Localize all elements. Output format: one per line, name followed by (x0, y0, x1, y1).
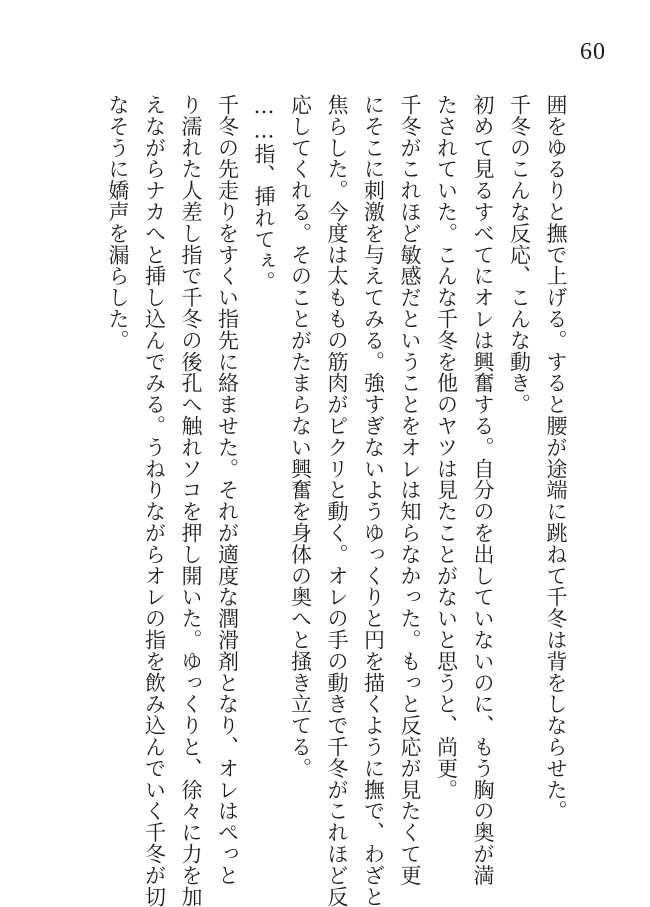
text-line: り濡れた人差し指で千冬の後孔へ触れソコを押し開いた。ゆっくりと、徐々に力を加 (179, 94, 203, 907)
text-line: 焦らした。今度は太ももの筋肉がピクリと動く。オレの手の動きで千冬がこれほど反 (325, 94, 349, 907)
vertical-text-body (100, 94, 575, 907)
text-line: にそこに刺激を与えてみる。強すぎないようゆっくりと円を描くように撫で、わざと (361, 94, 386, 907)
page-number: 60 (580, 39, 606, 65)
text-line: 囲をゆるりと撫で上げる。すると腰が途端に跳ねて千冬は背をしならせた。 (544, 94, 568, 822)
text-line: ……指、挿れてぇ。 (252, 94, 276, 293)
text-line: 初めて見るすべてにオレは興奮する。自分のを出していないのに、もう胸の奥が満 (471, 94, 495, 886)
text-line: たされていた。こんな千冬を他のヤツは見たことがないと思うと、尚更。 (434, 94, 459, 801)
text-line: えながらナカへと挿し込んでみる。うねりながらオレの指を飲み込んでいく千冬が切 (142, 94, 167, 907)
text-line: なそうに嬌声を漏らした。 (106, 94, 130, 351)
text-line: 千冬のこんな反応、こんな動き。 (507, 94, 532, 415)
text-line: 応してくれる。そのことがたまらない興奮を身体の奥へと掻き立てる。 (288, 94, 313, 779)
text-line: 千冬の先走りをすくい指先に絡ませた。それが適度な潤滑剤となり、オレはぺっと (215, 94, 240, 886)
text-line: 千冬がこれほど敏感だということをオレは知らなかった。もっと反応が見たくて更 (398, 94, 422, 886)
